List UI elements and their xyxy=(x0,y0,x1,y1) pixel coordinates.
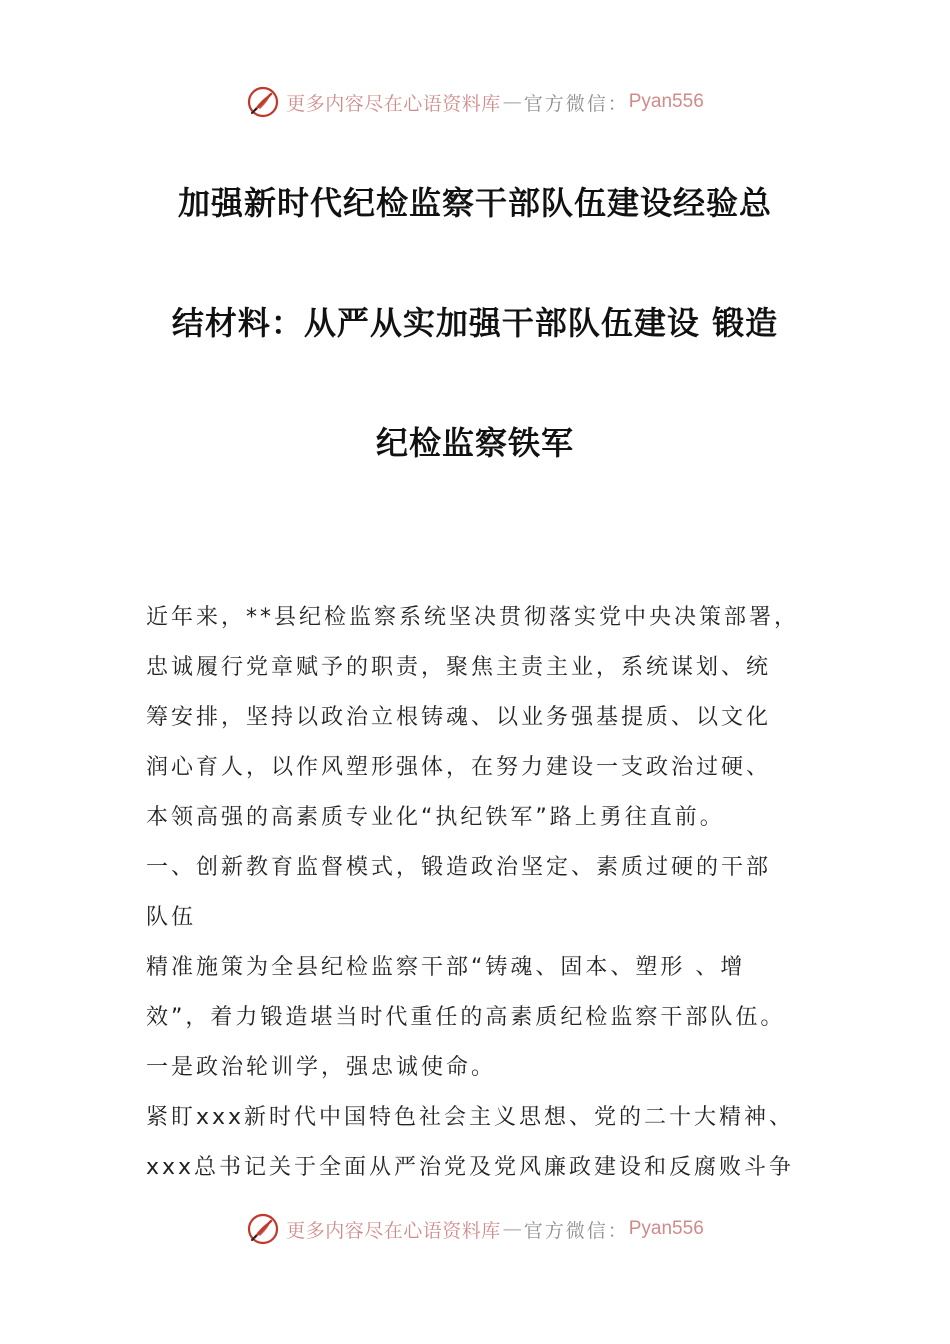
doc-title-line-1: 加强新时代纪检监察干部队伍建设经验总 xyxy=(177,184,772,222)
quill-logo-icon xyxy=(246,85,280,119)
body-line: 筹安排，坚持以政治立根铸魂、以业务强基提质、以文化 xyxy=(146,705,772,730)
watermark-separator: — xyxy=(502,91,522,113)
watermark-account-id: Pyan556 xyxy=(628,91,704,112)
doc-title-line-3: 纪检监察铁军 xyxy=(375,424,574,462)
body-line: 本领高强的高素质专业化“执纪铁军”路上勇往直前。 xyxy=(146,805,725,830)
watermark-left-text: 更多内容尽在心语资料库 xyxy=(286,92,501,115)
subheading-line: 一是政治轮训学，强忠诚使命。 xyxy=(146,1055,497,1080)
section-heading-line: 一、创新教育监督模式，锻造政治坚定、素质过硬的干部 xyxy=(146,855,772,880)
doc-title-line-2: 结材料：从严从实加强干部队伍建设 锻造 xyxy=(171,304,779,342)
body-line: 精准施策为全县纪检监察干部“铸魂、固本、塑形 、增 xyxy=(146,955,746,980)
body-line: 润心育人，以作风塑形强体，在努力建设一支政治过硬、 xyxy=(146,755,772,780)
quill-logo-icon xyxy=(246,1212,280,1246)
body-line: 紧盯xxx新时代中国特色社会主义思想、党的二十大精神、 xyxy=(146,1105,795,1130)
watermark-separator: — xyxy=(502,1218,522,1240)
section-heading-line: 队伍 xyxy=(146,905,197,930)
body-line: xxx总书记关于全面从严治党及党风廉政建设和反腐败斗争 xyxy=(146,1155,795,1180)
body-line: 效”，着力锻造堪当时代重任的高素质纪检监察干部队伍。 xyxy=(146,1005,786,1030)
watermark-right-text: 官方微信： xyxy=(523,1219,629,1242)
watermark-banner-top xyxy=(0,82,950,122)
doc-body xyxy=(146,593,816,1193)
watermark-right-text: 官方微信： xyxy=(523,92,629,115)
watermark-left-text: 更多内容尽在心语资料库 xyxy=(286,1219,501,1242)
watermark-account-id: Pyan556 xyxy=(628,1218,704,1239)
body-line: 忠诚履行党章赋予的职责，聚焦主责主业，系统谋划、统 xyxy=(146,655,772,680)
body-line: 近年来，**县纪检监察系统坚决贯彻落实党中央决策部署， xyxy=(146,605,800,630)
watermark-banner-bottom xyxy=(0,1209,950,1249)
